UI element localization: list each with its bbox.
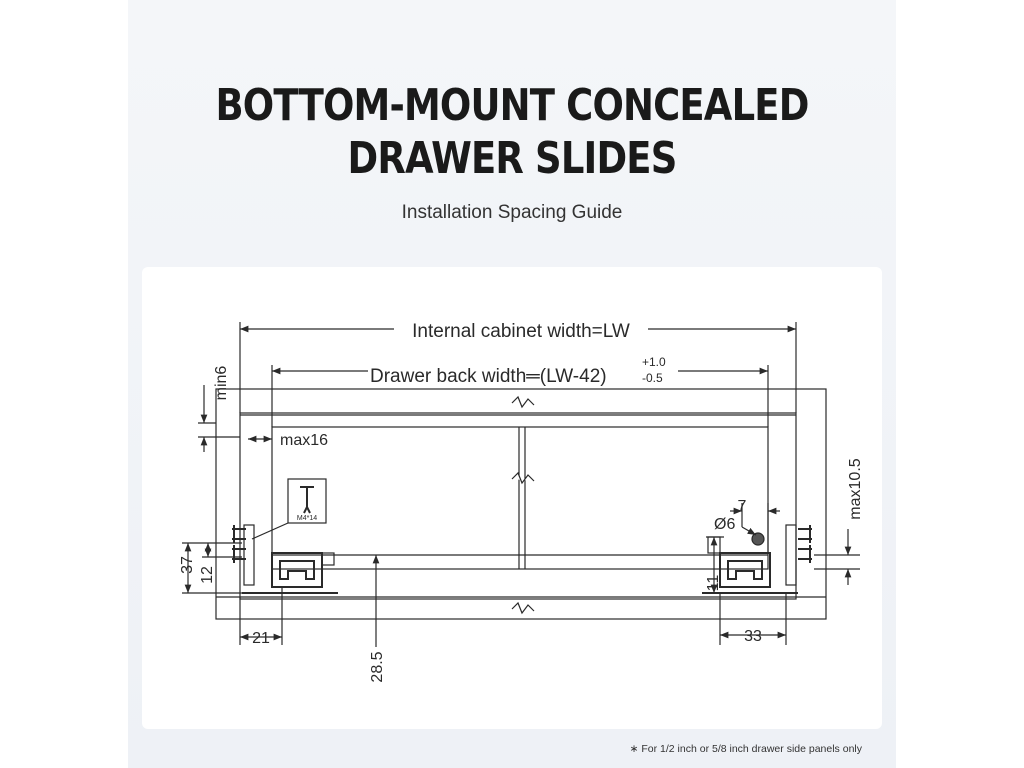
left-slide bbox=[232, 525, 338, 593]
dim-33-label: 33 bbox=[744, 628, 762, 645]
tolerance-upper: +1.0 bbox=[642, 355, 666, 369]
screw-callout bbox=[252, 479, 326, 539]
drawer-box bbox=[272, 427, 768, 569]
diagram-card bbox=[142, 267, 882, 729]
dim-drawer-back bbox=[272, 355, 768, 427]
subtitle: Installation Spacing Guide bbox=[401, 202, 623, 223]
dim-min6 bbox=[198, 366, 240, 452]
internal-width-label: Internal cabinet width=LW bbox=[412, 321, 630, 342]
drawer-back-label: Drawer back width═(LW-42) bbox=[370, 366, 607, 387]
installation-diagram bbox=[142, 267, 882, 729]
break-symbols bbox=[512, 397, 534, 613]
max16-label: max16 bbox=[280, 432, 329, 449]
dim-max10-5 bbox=[814, 458, 864, 585]
dim-max16 bbox=[248, 432, 328, 449]
min6-label: min6 bbox=[213, 365, 230, 401]
dim-37-label: 37 bbox=[179, 556, 196, 574]
dim-11-label: 11 bbox=[705, 574, 722, 592]
dim-7-label: 7 bbox=[737, 498, 747, 515]
footnote: ∗ For 1/2 inch or 5/8 inch drawer side panels only bbox=[629, 743, 862, 755]
dim-phi6-label: Ø6 bbox=[714, 516, 736, 533]
dim-phi6 bbox=[714, 516, 756, 535]
screw-label: M4*14 bbox=[296, 515, 318, 522]
dim-37-12 bbox=[179, 543, 242, 593]
title-line-1: BOTTOM-MOUNT CONCEALED bbox=[215, 80, 809, 131]
tolerance-lower: -0.5 bbox=[642, 371, 663, 385]
dim-28-5-label: 28.5 bbox=[369, 651, 386, 683]
dim-21 bbox=[240, 587, 282, 647]
dim-max10-5-label: max10.5 bbox=[847, 458, 864, 520]
dim-12-label: 12 bbox=[199, 566, 216, 584]
title-line-2: DRAWER SLIDES bbox=[347, 133, 677, 184]
page bbox=[128, 0, 896, 768]
dim-21-label: 21 bbox=[252, 630, 270, 647]
